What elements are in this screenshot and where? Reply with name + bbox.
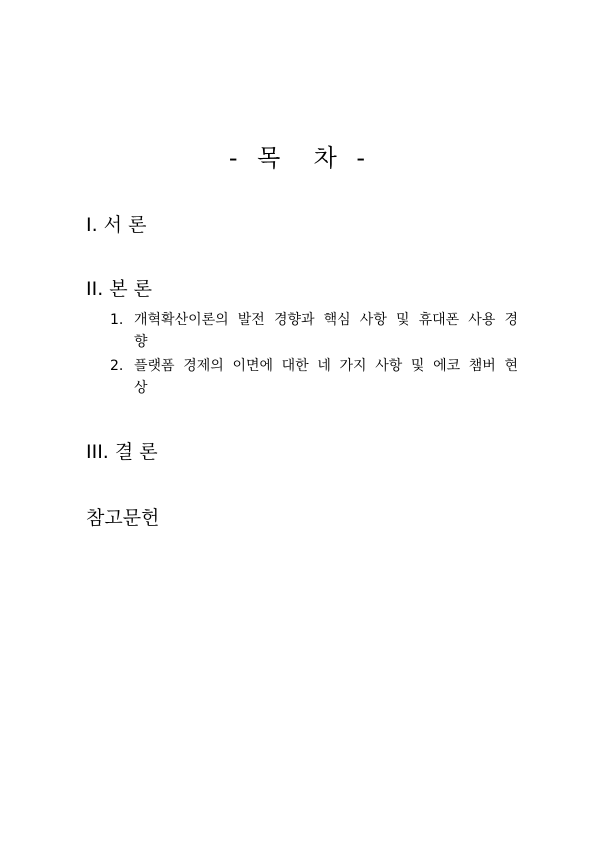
toc-subitem-number: 2. xyxy=(110,358,124,374)
toc-subitem-text: 개혁확산이론의 발전 경향과 핵심 사항 및 휴대폰 사용 경향 xyxy=(134,312,518,350)
section-references: 참고문헌 xyxy=(86,507,160,529)
section-conclusion: III. 결 론 xyxy=(86,441,158,463)
section-introduction: I. 서 론 xyxy=(86,214,147,236)
toc-subitem-number: 1. xyxy=(110,312,124,328)
section-body: II. 본 론 xyxy=(86,278,153,300)
toc-subitem-text: 플랫폼 경제의 이면에 대한 네 가지 사항 및 에코 챔버 현상 xyxy=(134,358,518,396)
toc-title: - 목 차 - xyxy=(228,144,372,172)
toc-subitem-2 xyxy=(110,355,520,399)
toc-subitem-1 xyxy=(110,309,520,353)
